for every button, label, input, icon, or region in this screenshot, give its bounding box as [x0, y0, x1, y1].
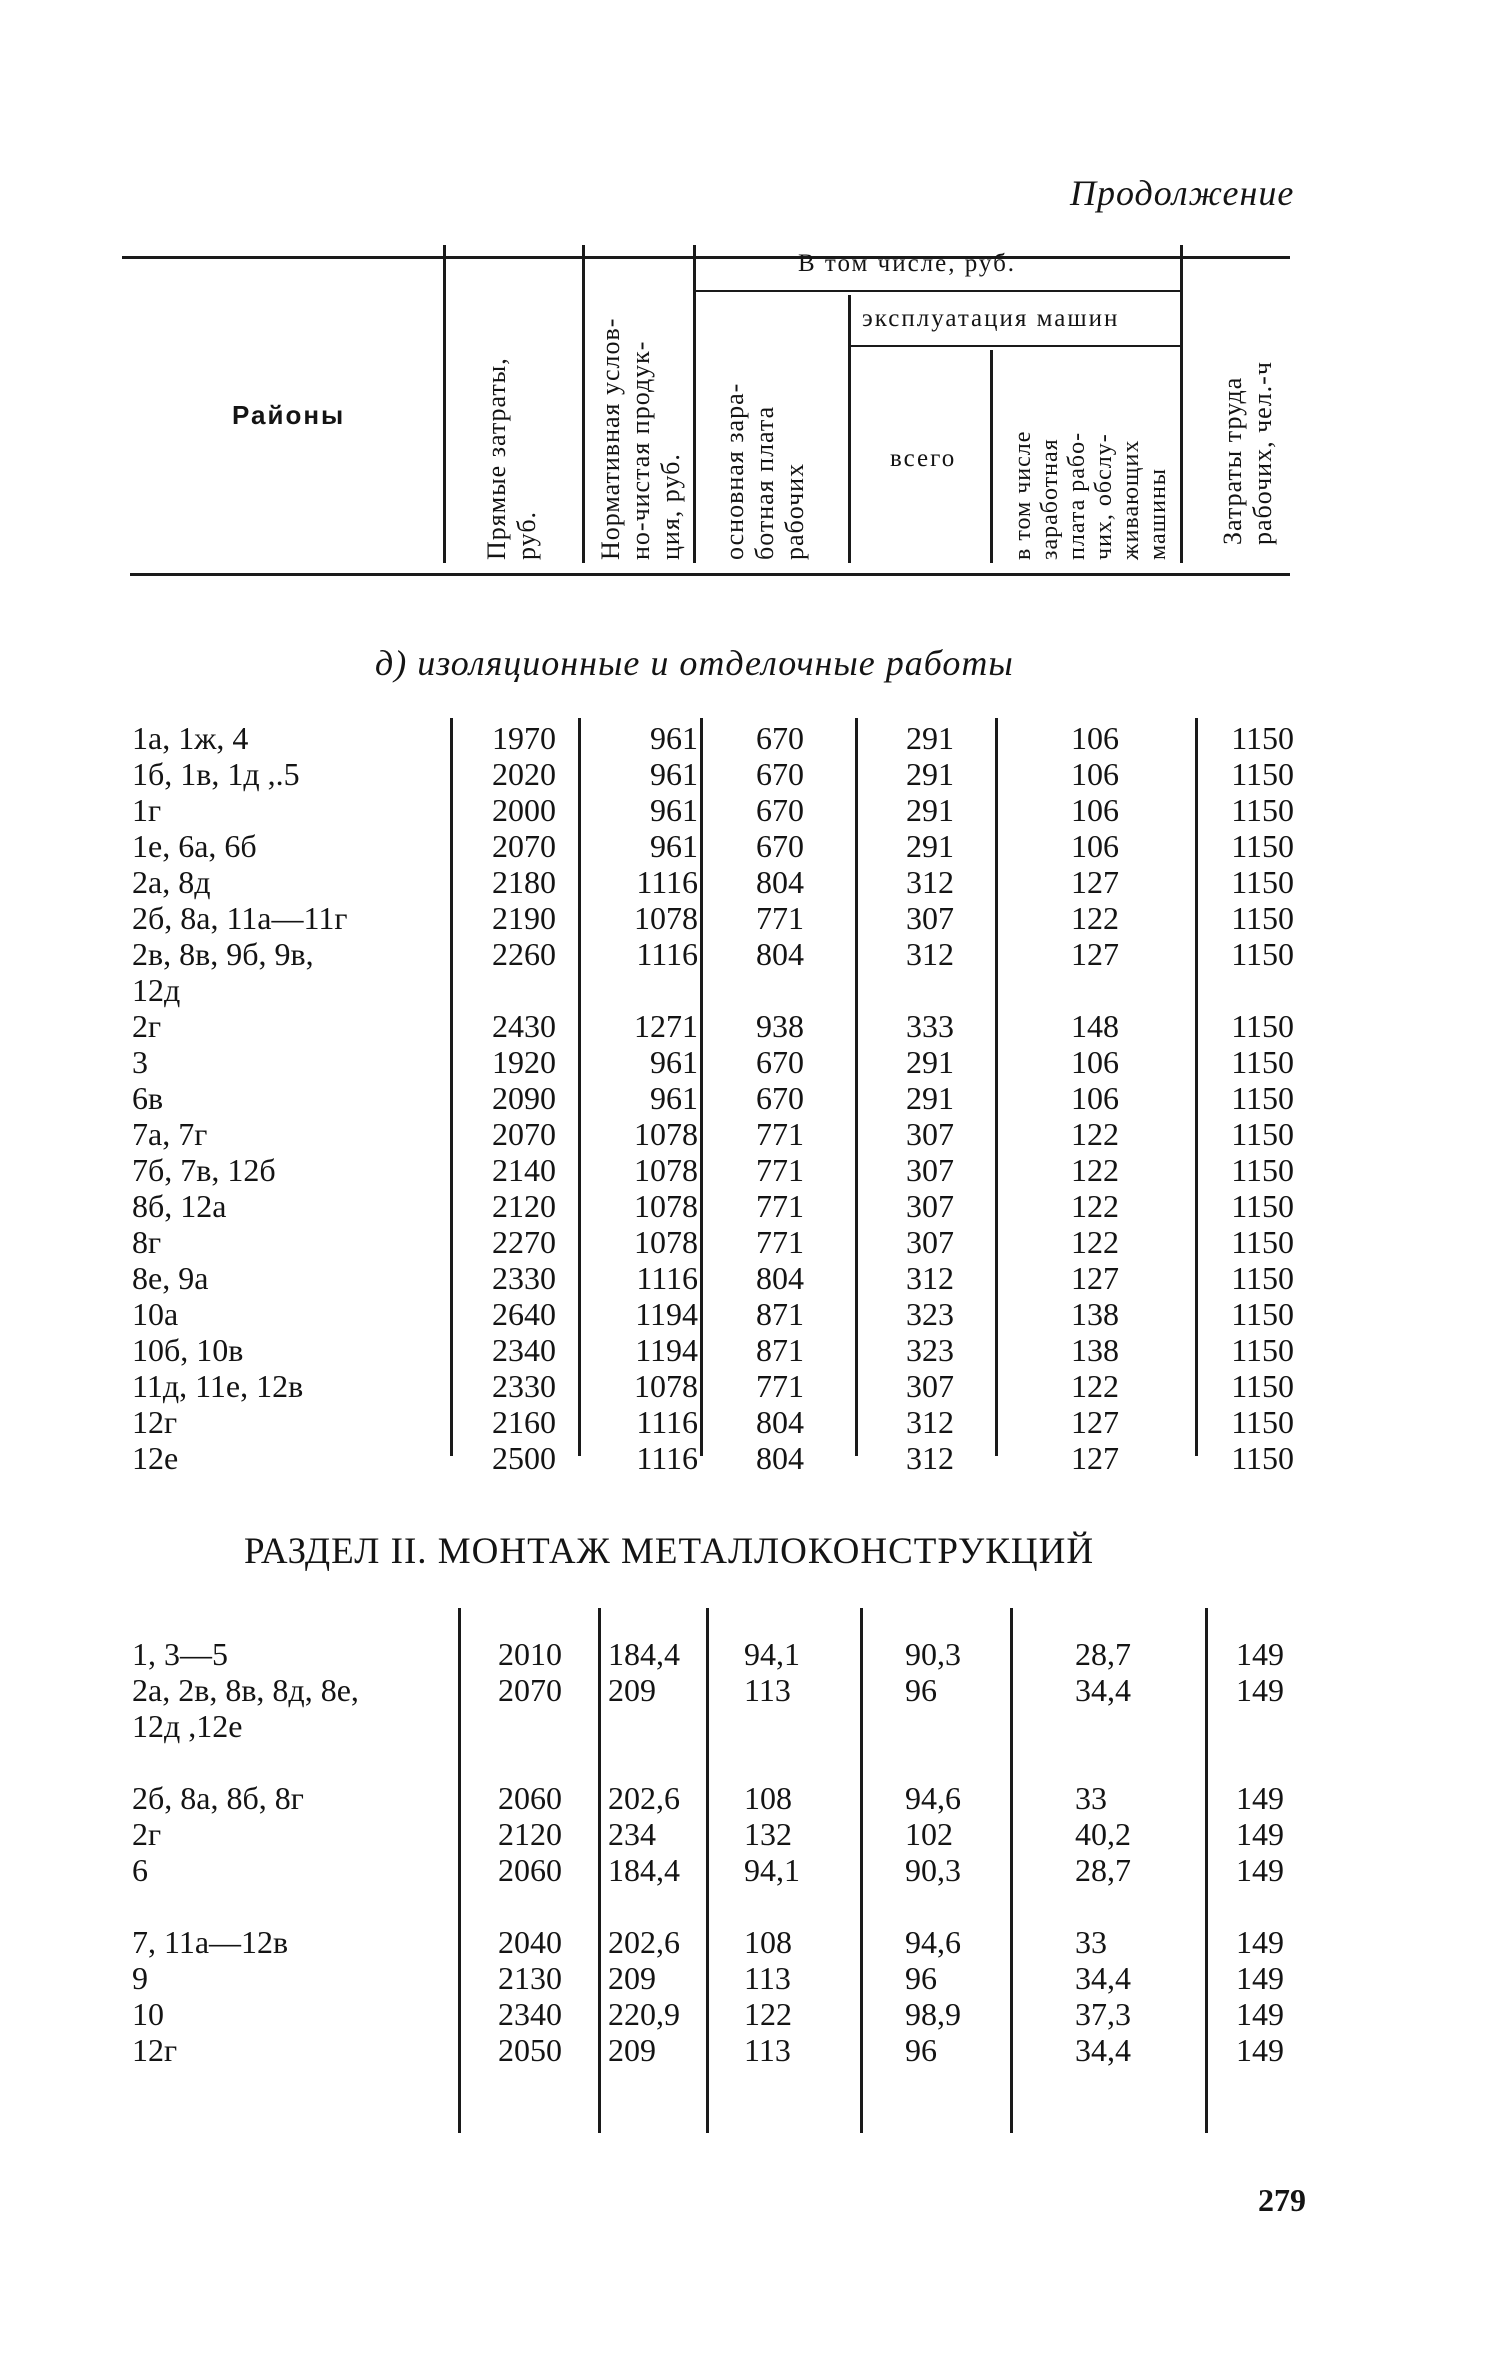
col-header-direct-costs: Прямые затраты, руб.	[482, 357, 541, 560]
table-row	[0, 1332, 1509, 1368]
table-cell: 307	[906, 900, 954, 936]
table-cell: 113	[744, 1960, 791, 1996]
table-cell: 1150	[1231, 1404, 1294, 1440]
table-cell: 108	[744, 1924, 792, 1960]
table-cell: 40,2	[1075, 1816, 1131, 1852]
region-label: 7, 11а—12в	[132, 1924, 289, 1960]
table-row	[0, 828, 1509, 864]
header-vline-3	[693, 245, 696, 563]
table-cell: 2330	[492, 1368, 556, 1404]
table-cell: 149	[1236, 1924, 1284, 1960]
table-row	[0, 1080, 1509, 1116]
table-cell: 312	[906, 936, 954, 972]
table-cell: 771	[756, 1152, 804, 1188]
table-cell: 209	[608, 1672, 656, 1708]
table-cell: 1970	[492, 720, 556, 756]
table-cell: 670	[756, 1044, 804, 1080]
col-group-machines: эксплуатация машин	[862, 305, 1120, 332]
table-row	[0, 1008, 1509, 1044]
table-cell: 291	[906, 1044, 954, 1080]
table-cell: 670	[756, 756, 804, 792]
table-cell: 670	[756, 1080, 804, 1116]
table-cell: 1078	[634, 900, 698, 936]
table-cell: 2020	[492, 756, 556, 792]
table-cell: 2040	[498, 1924, 562, 1960]
table-cell: 1150	[1231, 828, 1294, 864]
table-cell: 804	[756, 864, 804, 900]
table-row	[0, 1816, 1509, 1852]
header-group-rule	[694, 290, 1180, 292]
table-cell: 291	[906, 828, 954, 864]
table-cell: 2430	[492, 1008, 556, 1044]
table-cell: 34,4	[1075, 2032, 1131, 2068]
region-label: 1е, 6а, 6б	[132, 828, 257, 864]
table-row	[0, 1780, 1509, 1816]
table-cell: 670	[756, 720, 804, 756]
table-cell: 122	[1071, 1188, 1119, 1224]
table-cell: 209	[608, 2032, 656, 2068]
table-cell: 1150	[1231, 1116, 1294, 1152]
header-vline-5	[990, 350, 993, 563]
header-vline-6	[1180, 245, 1183, 563]
table-cell: 1078	[634, 1152, 698, 1188]
table-cell: 106	[1071, 1080, 1119, 1116]
table-cell: 2500	[492, 1440, 556, 1476]
table-cell: 94,1	[744, 1852, 800, 1888]
region-label: 2а, 2в, 8в, 8д, 8е,	[132, 1672, 359, 1708]
table-cell: 1078	[634, 1116, 698, 1152]
region-label: 12г	[132, 1404, 178, 1440]
table-row	[0, 1924, 1509, 1960]
table-cell: 122	[1071, 1224, 1119, 1260]
table-cell: 1150	[1231, 756, 1294, 792]
table-cell: 113	[744, 1672, 791, 1708]
table-row	[0, 2032, 1509, 2068]
table-cell: 127	[1071, 864, 1119, 900]
table-cell: 1150	[1231, 936, 1294, 972]
table-row	[0, 1152, 1509, 1188]
table-cell: 307	[906, 1188, 954, 1224]
table-cell: 771	[756, 1116, 804, 1152]
table-row	[0, 900, 1509, 936]
table-cell: 122	[1071, 1152, 1119, 1188]
table-cell: 184,4	[608, 1852, 680, 1888]
table-cell: 2130	[498, 1960, 562, 1996]
table-cell: 122	[744, 1996, 792, 2032]
table-cell: 2120	[492, 1188, 556, 1224]
table-cell: 670	[756, 828, 804, 864]
table-cell: 2010	[498, 1636, 562, 1672]
table-cell: 106	[1071, 756, 1119, 792]
region-label: 8б, 12а	[132, 1188, 227, 1224]
col-header-total: всего	[890, 445, 957, 472]
table-cell: 771	[756, 900, 804, 936]
table-cell: 148	[1071, 1008, 1119, 1044]
table-cell: 34,4	[1075, 1672, 1131, 1708]
table-cell: 106	[1071, 792, 1119, 828]
table-cell: 127	[1071, 1404, 1119, 1440]
table-cell: 961	[650, 756, 698, 792]
table-cell: 94,6	[905, 1924, 961, 1960]
col-group-including: В том числе, руб.	[798, 250, 1017, 277]
table-cell: 90,3	[905, 1852, 961, 1888]
table-cell: 1150	[1231, 1332, 1294, 1368]
table-cell: 2340	[492, 1332, 556, 1368]
table-cell: 1150	[1231, 1260, 1294, 1296]
region-label: 1а, 1ж, 4	[132, 720, 249, 756]
section-title: РАЗДЕЛ II. МОНТАЖ МЕТАЛЛОКОНСТРУКЦИЙ	[244, 1531, 1095, 1572]
table-cell: 1150	[1231, 864, 1294, 900]
table-row	[0, 1224, 1509, 1260]
col-header-machine-wage: в том числе заработная плата рабо- чих, обслу- живающих машины	[1010, 430, 1171, 560]
region-label: 6в	[132, 1080, 164, 1116]
table-row	[0, 1260, 1509, 1296]
table-cell: 138	[1071, 1296, 1119, 1332]
table-cell: 1150	[1231, 720, 1294, 756]
table-cell: 122	[1071, 900, 1119, 936]
region-label: 6	[132, 1852, 148, 1888]
table-cell: 96	[905, 2032, 937, 2068]
table-row	[0, 1188, 1509, 1224]
table-cell: 220,9	[608, 1996, 680, 2032]
table-cell: 106	[1071, 720, 1119, 756]
table-row	[0, 864, 1509, 900]
region-label: 10б, 10в	[132, 1332, 244, 1368]
region-label: 2г	[132, 1816, 162, 1852]
table-cell: 96	[905, 1960, 937, 1996]
table-cell: 312	[906, 864, 954, 900]
table-cell: 871	[756, 1332, 804, 1368]
table-cell: 307	[906, 1116, 954, 1152]
table-cell: 94,1	[744, 1636, 800, 1672]
table-cell: 90,3	[905, 1636, 961, 1672]
table-cell: 1116	[636, 1440, 698, 1476]
continuation-label: Продолжение	[1070, 173, 1295, 213]
table-cell: 2060	[498, 1780, 562, 1816]
table-cell: 202,6	[608, 1924, 680, 1960]
table-row	[0, 792, 1509, 828]
table-cell: 96	[905, 1672, 937, 1708]
table-cell: 291	[906, 756, 954, 792]
table-cell: 2640	[492, 1296, 556, 1332]
header-machines-rule	[850, 345, 1180, 347]
page-number: 279	[1258, 2182, 1306, 2218]
table-cell: 122	[1071, 1116, 1119, 1152]
table-cell: 1271	[634, 1008, 698, 1044]
table-cell: 108	[744, 1780, 792, 1816]
table-cell: 1150	[1231, 1152, 1294, 1188]
table-cell: 1150	[1231, 1044, 1294, 1080]
table-cell: 771	[756, 1368, 804, 1404]
table-cell: 1150	[1231, 1188, 1294, 1224]
table-cell: 312	[906, 1440, 954, 1476]
table-row	[0, 1116, 1509, 1152]
region-label: 8е, 9а	[132, 1260, 209, 1296]
table-cell: 2070	[498, 1672, 562, 1708]
table-cell: 1116	[636, 1260, 698, 1296]
table-cell: 1150	[1231, 792, 1294, 828]
table-cell: 2140	[492, 1152, 556, 1188]
table-row	[0, 1404, 1509, 1440]
table-cell: 323	[906, 1332, 954, 1368]
table-row	[0, 1708, 1509, 1744]
table-cell: 113	[744, 2032, 791, 2068]
table-cell: 149	[1236, 1780, 1284, 1816]
col-header-regions: Районы	[232, 400, 346, 430]
table-cell: 291	[906, 792, 954, 828]
header-bottom-rule	[130, 573, 1290, 576]
region-label: 7а, 7г	[132, 1116, 208, 1152]
table-cell: 2270	[492, 1224, 556, 1260]
col-header-normative: Нормативная услов- но-чистая продук- ция, руб.	[596, 317, 685, 560]
table-cell: 149	[1236, 1672, 1284, 1708]
table-cell: 1194	[635, 1332, 698, 1368]
table-cell: 2180	[492, 864, 556, 900]
table-cell: 2160	[492, 1404, 556, 1440]
table-cell: 28,7	[1075, 1852, 1131, 1888]
table-cell: 1150	[1231, 1296, 1294, 1332]
region-label: 12е	[132, 1440, 179, 1476]
table-cell: 98,9	[905, 1996, 961, 2032]
table-cell: 149	[1236, 1636, 1284, 1672]
table-cell: 149	[1236, 1816, 1284, 1852]
table-row	[0, 1960, 1509, 1996]
region-label: 3	[132, 1044, 148, 1080]
table-cell: 2330	[492, 1260, 556, 1296]
region-label: 12г	[132, 2032, 178, 2068]
header-vline-2	[582, 245, 585, 563]
table-row	[0, 1996, 1509, 2032]
table-cell: 132	[744, 1816, 792, 1852]
table-row	[0, 972, 1509, 1008]
table-cell: 307	[906, 1368, 954, 1404]
table-cell: 871	[756, 1296, 804, 1332]
table-cell: 291	[906, 1080, 954, 1116]
table-cell: 149	[1236, 1852, 1284, 1888]
table-row	[0, 1296, 1509, 1332]
table-cell: 1194	[635, 1296, 698, 1332]
table-cell: 1150	[1231, 1080, 1294, 1116]
table-cell: 771	[756, 1224, 804, 1260]
table-row	[0, 936, 1509, 972]
table-cell: 804	[756, 1440, 804, 1476]
table-row	[0, 1672, 1509, 1708]
table-cell: 149	[1236, 1960, 1284, 1996]
table-cell: 1078	[634, 1188, 698, 1224]
table-cell: 323	[906, 1296, 954, 1332]
table-row	[0, 1636, 1509, 1672]
table-cell: 670	[756, 792, 804, 828]
table-cell: 94,6	[905, 1780, 961, 1816]
table-row	[0, 756, 1509, 792]
region-label: 7б, 7в, 12б	[132, 1152, 276, 1188]
table-cell: 2090	[492, 1080, 556, 1116]
table-cell: 2070	[492, 1116, 556, 1152]
table-cell: 2190	[492, 900, 556, 936]
region-label: 1г	[132, 792, 162, 828]
table-cell: 961	[650, 828, 698, 864]
region-label: 1, 3—5	[132, 1636, 228, 1672]
table-cell: 291	[906, 720, 954, 756]
table-cell: 1078	[634, 1224, 698, 1260]
table-cell: 106	[1071, 828, 1119, 864]
table-cell: 307	[906, 1224, 954, 1260]
header-vline-4	[848, 295, 851, 563]
table-cell: 1150	[1231, 1224, 1294, 1260]
table-cell: 33	[1075, 1780, 1107, 1816]
table-cell: 2120	[498, 1816, 562, 1852]
region-label: 10а	[132, 1296, 179, 1332]
table-row	[0, 1044, 1509, 1080]
table-cell: 312	[906, 1260, 954, 1296]
table-row	[0, 1368, 1509, 1404]
region-label: 9	[132, 1960, 148, 1996]
region-label: 2б, 8а, 8б, 8г	[132, 1780, 304, 1816]
region-label: 11д, 11е, 12в	[132, 1368, 304, 1404]
table-cell: 312	[906, 1404, 954, 1440]
col-header-base-wage: основная зара- ботная плата рабочих	[720, 382, 809, 560]
table-cell: 771	[756, 1188, 804, 1224]
col-header-labor: Затраты труда рабочих, чел.-ч	[1218, 361, 1277, 545]
table-cell: 2000	[492, 792, 556, 828]
region-label: 12д	[132, 972, 181, 1008]
table-cell: 2060	[498, 1852, 562, 1888]
table-cell: 28,7	[1075, 1636, 1131, 1672]
region-label: 12д ,12е	[132, 1708, 243, 1744]
region-label: 10	[132, 1996, 164, 2032]
table-cell: 2260	[492, 936, 556, 972]
table-cell: 804	[756, 936, 804, 972]
subsection-title: д) изоляционные и отделочные работы	[375, 643, 1014, 683]
table-cell: 122	[1071, 1368, 1119, 1404]
table-cell: 209	[608, 1960, 656, 1996]
table-cell: 1150	[1231, 900, 1294, 936]
table-cell: 1116	[636, 864, 698, 900]
table-cell: 37,3	[1075, 1996, 1131, 2032]
header-top-rule	[122, 256, 1290, 259]
region-label: 1б, 1в, 1д ,.5	[132, 756, 300, 792]
table-cell: 138	[1071, 1332, 1119, 1368]
region-label: 2а, 8д	[132, 864, 211, 900]
region-label: 2б, 8а, 11а—11г	[132, 900, 348, 936]
region-label: 2в, 8в, 9б, 9в,	[132, 936, 314, 972]
table-cell: 961	[650, 1044, 698, 1080]
table-cell: 1116	[636, 1404, 698, 1440]
table-cell: 234	[608, 1816, 656, 1852]
table-cell: 149	[1236, 2032, 1284, 2068]
table-cell: 2050	[498, 2032, 562, 2068]
table-cell: 804	[756, 1404, 804, 1440]
header-vline-1	[443, 245, 446, 563]
table-cell: 127	[1071, 1260, 1119, 1296]
table-cell: 2340	[498, 1996, 562, 2032]
table-cell: 184,4	[608, 1636, 680, 1672]
table-cell: 33	[1075, 1924, 1107, 1960]
table-cell: 202,6	[608, 1780, 680, 1816]
table-cell: 307	[906, 1152, 954, 1188]
table-cell: 1920	[492, 1044, 556, 1080]
region-label: 8г	[132, 1224, 162, 1260]
table-cell: 961	[650, 720, 698, 756]
table-cell: 127	[1071, 936, 1119, 972]
table-cell: 34,4	[1075, 1960, 1131, 1996]
table-cell: 1150	[1231, 1440, 1294, 1476]
region-label: 2г	[132, 1008, 162, 1044]
table-cell: 961	[650, 1080, 698, 1116]
table-cell: 804	[756, 1260, 804, 1296]
table-cell: 106	[1071, 1044, 1119, 1080]
table-cell: 961	[650, 792, 698, 828]
table-cell: 1078	[634, 1368, 698, 1404]
table-cell: 938	[756, 1008, 804, 1044]
table-row	[0, 1440, 1509, 1476]
table-cell: 2070	[492, 828, 556, 864]
table-row	[0, 720, 1509, 756]
table-cell: 333	[906, 1008, 954, 1044]
table-cell: 1116	[636, 936, 698, 972]
table-cell: 1150	[1231, 1368, 1294, 1404]
table-cell: 127	[1071, 1440, 1119, 1476]
table-cell: 149	[1236, 1996, 1284, 2032]
table-cell: 1150	[1231, 1008, 1294, 1044]
table-row	[0, 1852, 1509, 1888]
table-cell: 102	[905, 1816, 953, 1852]
